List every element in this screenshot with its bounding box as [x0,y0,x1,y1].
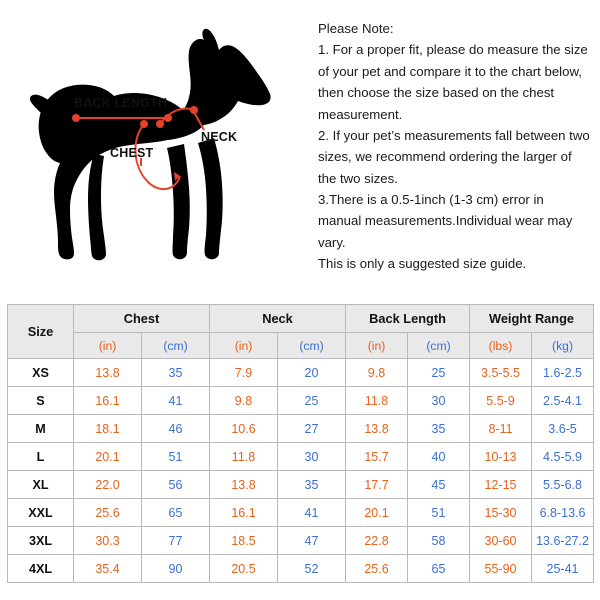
cell-size: XS [8,359,74,387]
table-row [8,555,594,583]
label-back-length: BACK LENGTH [74,96,168,110]
table-row [8,499,594,527]
cell-chest-cm: 35 [142,359,210,387]
cell-size: 4XL [8,555,74,583]
cell-back-in: 25.6 [346,555,408,583]
cell-chest-in: 13.8 [74,359,142,387]
cell-weight-lbs: 12-15 [470,471,532,499]
cell-size: XL [8,471,74,499]
cell-back-in: 15.7 [346,443,408,471]
cell-back-in: 22.8 [346,527,408,555]
cell-neck-cm: 25 [278,387,346,415]
cell-weight-lbs: 5.5-9 [470,387,532,415]
table-row [8,443,594,471]
table-body [8,359,594,583]
header-neck-cm: (cm) [278,333,346,359]
cell-neck-in: 20.5 [210,555,278,583]
cell-back-in: 11.8 [346,387,408,415]
cell-weight-lbs: 8-11 [470,415,532,443]
cell-weight-lbs: 55-90 [470,555,532,583]
cell-neck-in: 13.8 [210,471,278,499]
cell-size: 3XL [8,527,74,555]
cell-chest-in: 18.1 [74,415,142,443]
cell-back-cm: 35 [408,415,470,443]
header-back-cm: (cm) [408,333,470,359]
cell-chest-cm: 46 [142,415,210,443]
cell-back-cm: 45 [408,471,470,499]
note-line-4: This is only a suggested size guide. [318,256,527,272]
cell-back-cm: 58 [408,527,470,555]
cell-neck-in: 16.1 [210,499,278,527]
cell-neck-in: 10.6 [210,415,278,443]
cell-chest-cm: 56 [142,471,210,499]
cell-back-cm: 65 [408,555,470,583]
cell-chest-in: 25.6 [74,499,142,527]
table-row [8,527,594,555]
note-line-3: 3.There is a 0.5-1inch (1-3 cm) error in manual measurements.Individual wear may vary. [318,192,573,250]
cell-neck-cm: 35 [278,471,346,499]
cell-chest-in: 30.3 [74,527,142,555]
cell-weight-kg: 2.5-4.1 [532,387,594,415]
please-note-block [318,18,590,275]
cell-back-cm: 25 [408,359,470,387]
cell-weight-kg: 3.6-5 [532,415,594,443]
table-header-group-row [8,305,594,333]
table-row [8,387,594,415]
cell-weight-kg: 25-41 [532,555,594,583]
cell-chest-cm: 51 [142,443,210,471]
cell-weight-kg: 6.8-13.6 [532,499,594,527]
cell-size: L [8,443,74,471]
cell-chest-cm: 65 [142,499,210,527]
cell-weight-lbs: 10-13 [470,443,532,471]
table-row [8,359,594,387]
header-back-in: (in) [346,333,408,359]
header-chest-in: (in) [74,333,142,359]
cell-neck-cm: 47 [278,527,346,555]
cell-chest-cm: 90 [142,555,210,583]
measurement-markers [8,6,308,296]
table-header-unit-row [8,333,594,359]
cell-neck-cm: 41 [278,499,346,527]
cell-weight-kg: 4.5-5.9 [532,443,594,471]
cell-neck-cm: 52 [278,555,346,583]
cell-weight-lbs: 3.5-5.5 [470,359,532,387]
header-chest-cm: (cm) [142,333,210,359]
header-neck: Neck [210,305,346,333]
cell-chest-in: 35.4 [74,555,142,583]
cell-weight-kg: 1.6-2.5 [532,359,594,387]
cell-back-in: 20.1 [346,499,408,527]
table-row [8,415,594,443]
label-neck: NECK [201,130,238,144]
cell-back-cm: 30 [408,387,470,415]
cell-neck-in: 18.5 [210,527,278,555]
cell-neck-cm: 27 [278,415,346,443]
table-row [8,471,594,499]
cell-chest-in: 22.0 [74,471,142,499]
header-neck-in: (in) [210,333,278,359]
header-weight-range: Weight Range [470,305,594,333]
note-line-1: 1. For a proper fit, please do measure the size of your pet and compare it to the chart below, then choose the size based on the chest measurement. [318,42,588,122]
cell-neck-cm: 20 [278,359,346,387]
note-line-2: 2. If your pet’s measurements fall between two sizes, we recommend ordering the larger of the two sizes. [318,127,590,186]
size-chart-table [7,304,594,583]
size-chart-table-wrap [7,304,593,583]
label-chest: CHEST [110,146,154,160]
header-chest: Chest [74,305,210,333]
cell-back-in: 9.8 [346,359,408,387]
cell-weight-kg: 5.5-6.8 [532,471,594,499]
header-weight-kg: (kg) [532,333,594,359]
cell-chest-cm: 41 [142,387,210,415]
cell-neck-cm: 30 [278,443,346,471]
dog-diagram [0,0,310,302]
cell-size: XXL [8,499,74,527]
header-size: Size [8,305,74,359]
cell-chest-in: 16.1 [74,387,142,415]
cell-chest-cm: 77 [142,527,210,555]
cell-back-in: 17.7 [346,471,408,499]
cell-chest-in: 20.1 [74,443,142,471]
note-heading: Please Note: [318,21,394,36]
cell-back-cm: 40 [408,443,470,471]
cell-back-cm: 51 [408,499,470,527]
cell-weight-lbs: 15-30 [470,499,532,527]
cell-size: M [8,415,74,443]
cell-weight-lbs: 30-60 [470,527,532,555]
cell-neck-in: 11.8 [210,443,278,471]
cell-neck-in: 7.9 [210,359,278,387]
cell-weight-kg: 13.6-27.2 [532,527,594,555]
header-back-length: Back Length [346,305,470,333]
cell-neck-in: 9.8 [210,387,278,415]
header-weight-lbs: (lbs) [470,333,532,359]
cell-size: S [8,387,74,415]
cell-back-in: 13.8 [346,415,408,443]
